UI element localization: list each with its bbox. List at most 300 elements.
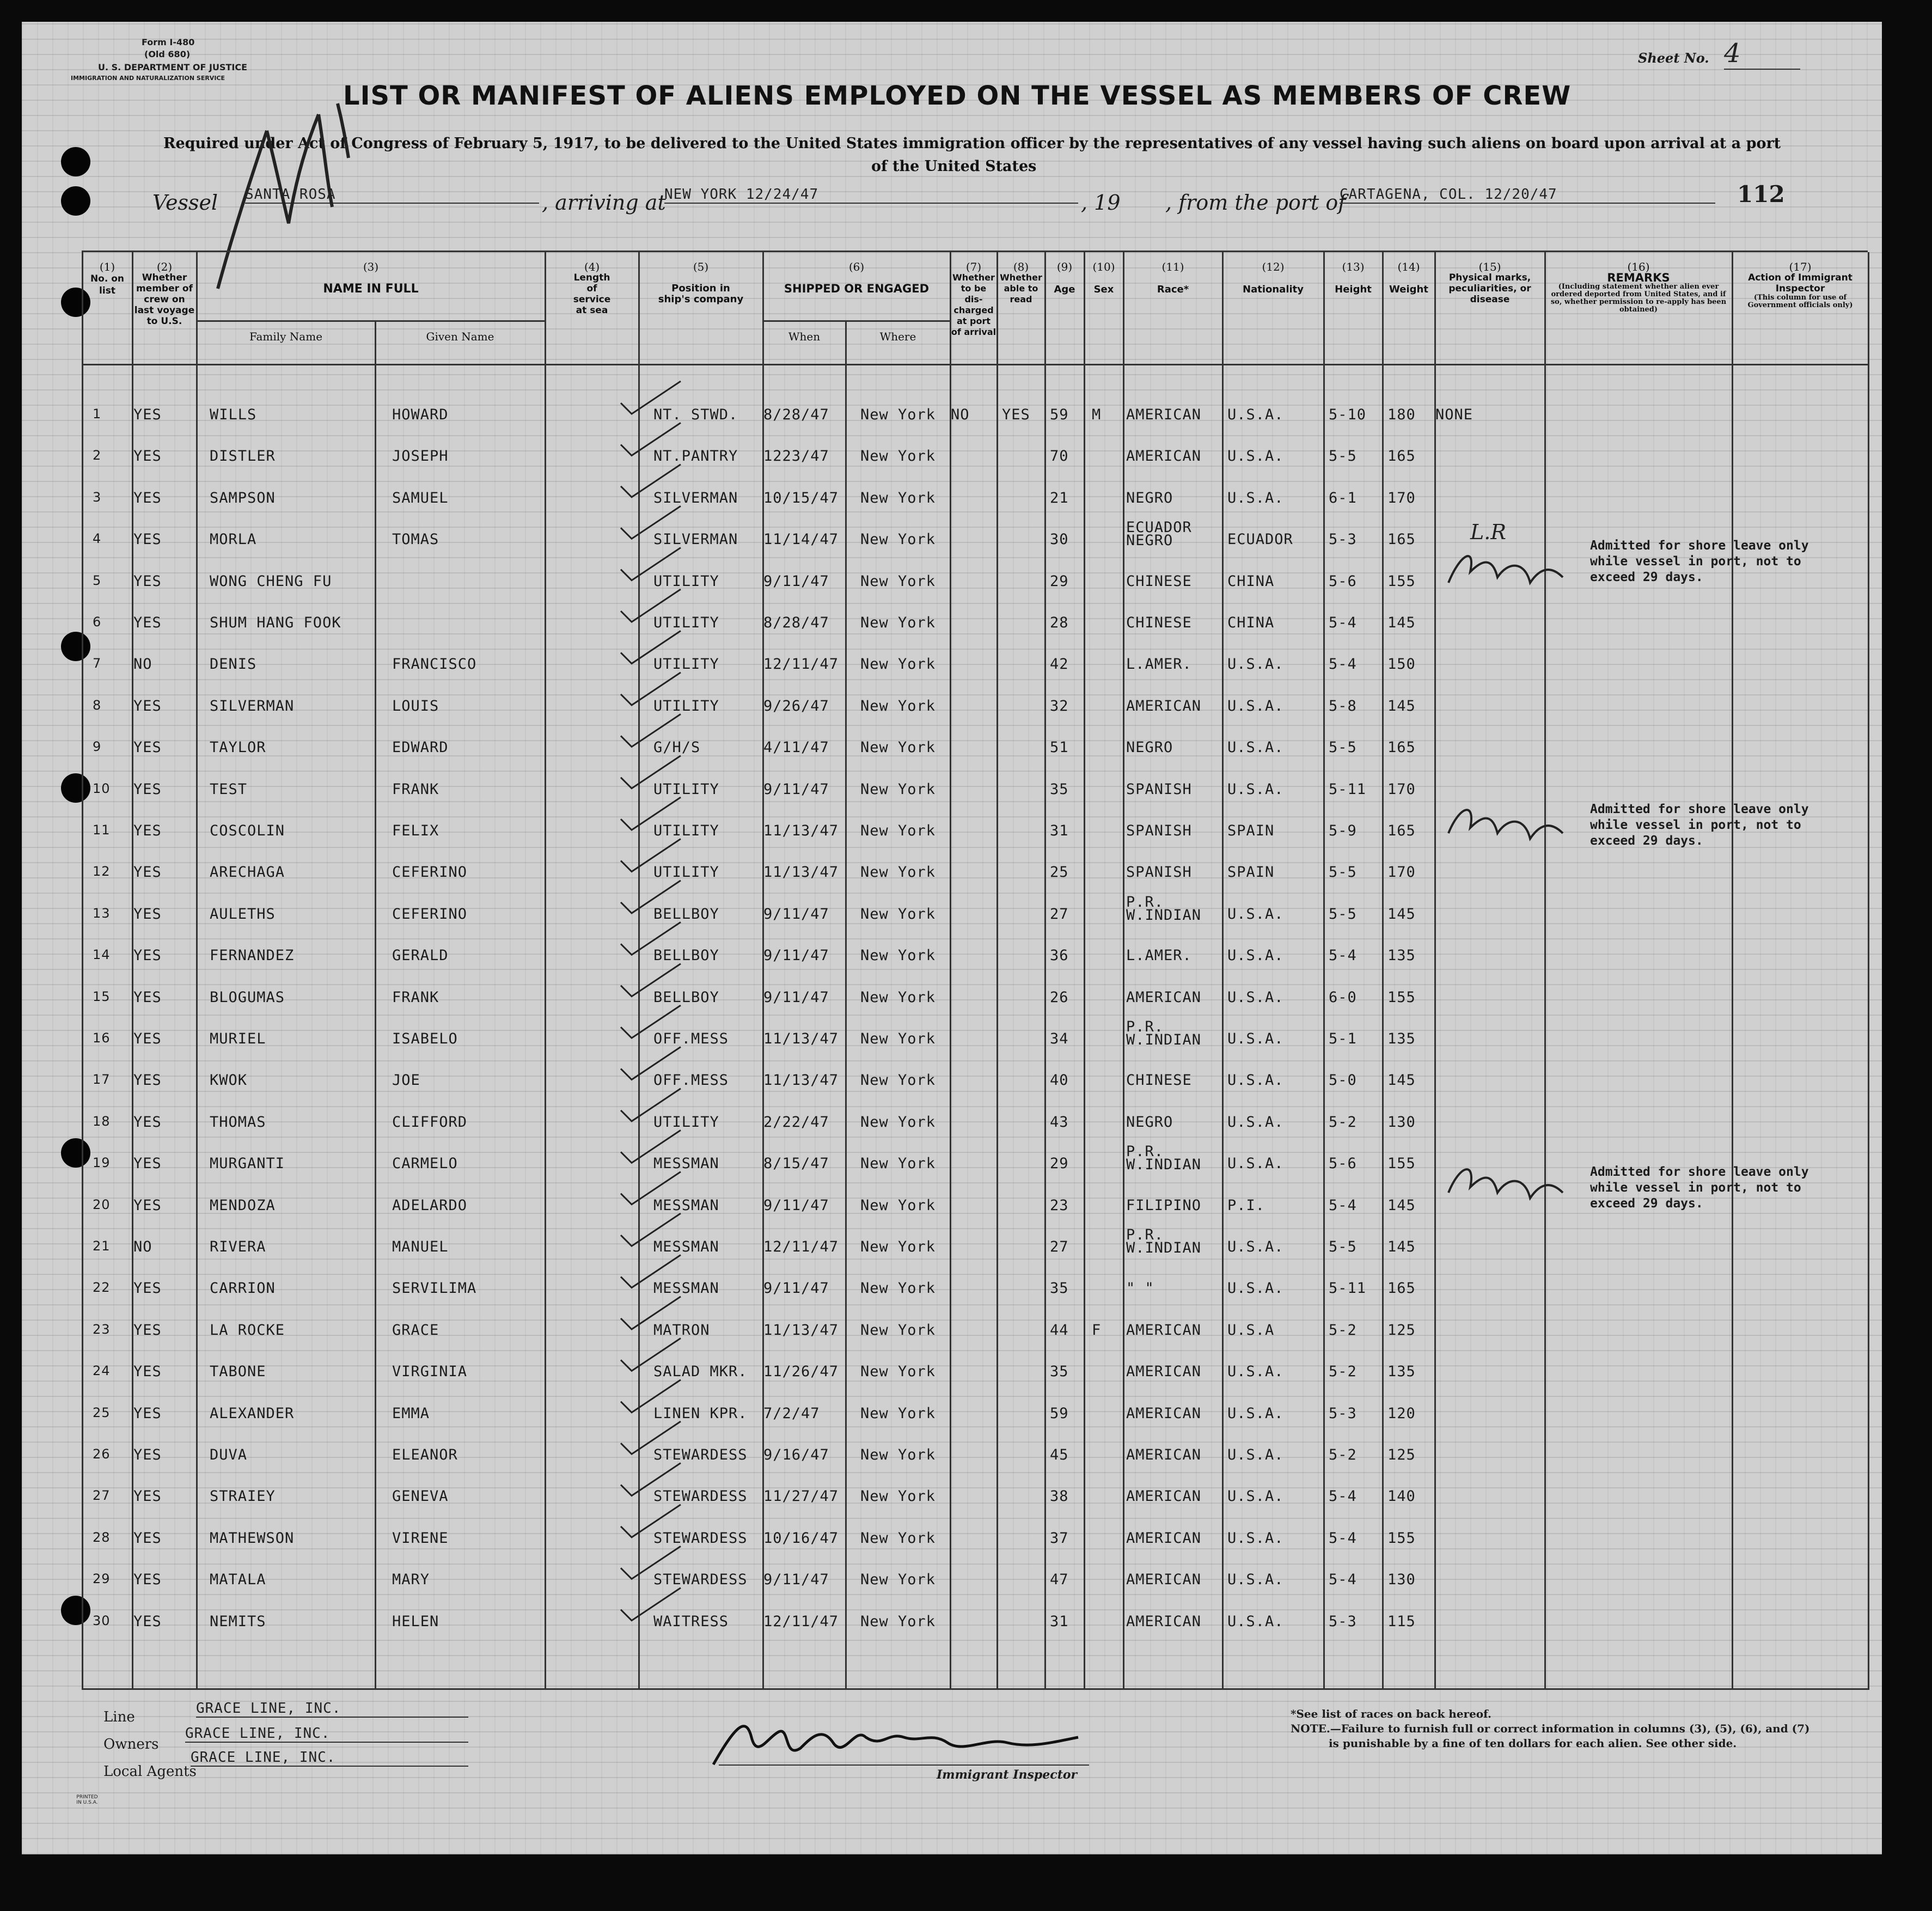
cell-given: GENEVA xyxy=(392,1488,449,1505)
cell-family: DUVA xyxy=(210,1446,248,1463)
cell-height: 5-9 xyxy=(1329,822,1357,839)
cell-race: P.R. W.INDIAN xyxy=(1126,1226,1202,1256)
cell-family: SHUM HANG FOOK xyxy=(210,614,341,631)
cell-given: FRANK xyxy=(392,780,439,798)
table-bottom-rule xyxy=(82,1688,1868,1690)
cell-where: New York xyxy=(860,406,936,423)
cell-when: 11/14/47 xyxy=(763,531,839,548)
cell-no: 24 xyxy=(93,1363,111,1379)
cell-height: 5-5 xyxy=(1329,864,1357,881)
cell-no: 16 xyxy=(93,1030,111,1046)
cell-age: 36 xyxy=(1050,947,1069,964)
cell-race: AMERICAN xyxy=(1126,1529,1202,1547)
cell-where: New York xyxy=(860,1113,936,1131)
cell-where: New York xyxy=(860,988,936,1006)
col-rule xyxy=(1732,252,1733,1690)
cell-nat: U.S.A. xyxy=(1227,697,1284,715)
cell-race: AMERICAN xyxy=(1126,1488,1202,1505)
cell-no: 29 xyxy=(93,1571,111,1587)
cell-when: 9/16/47 xyxy=(763,1446,829,1463)
cell-age: 27 xyxy=(1050,1238,1069,1255)
punch-hole xyxy=(61,186,90,216)
cell-when: 11/13/47 xyxy=(763,1072,839,1089)
cell-nat: U.S.A. xyxy=(1227,1405,1284,1422)
punch-hole xyxy=(61,773,90,803)
cell-height: 5-8 xyxy=(1329,697,1357,715)
cell-no: 14 xyxy=(93,947,111,963)
cell-no: 30 xyxy=(93,1613,111,1628)
cell-weight: 135 xyxy=(1387,947,1416,964)
cell-where: New York xyxy=(860,656,936,673)
cell-race: L.AMER. xyxy=(1126,656,1192,673)
service: IMMIGRATION AND NATURALIZATION SERVICE xyxy=(71,75,225,82)
cell-last: YES xyxy=(133,1446,162,1463)
col-rule xyxy=(545,252,546,1690)
cell-where: New York xyxy=(860,1280,936,1297)
cell-last: YES xyxy=(133,780,162,798)
agents-label: Local Agents xyxy=(103,1763,197,1780)
cell-nat: SPAIN xyxy=(1227,864,1275,881)
cell-family: THOMAS xyxy=(210,1113,266,1131)
cell-age: 59 xyxy=(1050,1405,1069,1422)
required-statement-cont: of the United States xyxy=(871,158,1037,175)
cell-when: 8/15/47 xyxy=(763,1155,829,1173)
cell-when: 4/11/47 xyxy=(763,739,829,756)
cell-height: 5-4 xyxy=(1329,1571,1357,1589)
cell-race: SPANISH xyxy=(1126,864,1192,881)
cell-given: VIRGINIA xyxy=(392,1363,468,1381)
column-header: (14) Weight xyxy=(1389,260,1428,295)
cell-given: ADELARDO xyxy=(392,1196,468,1214)
cell-age: 45 xyxy=(1050,1446,1069,1463)
cell-given: JOSEPH xyxy=(392,448,449,465)
cell-given: FELIX xyxy=(392,822,439,839)
cell-race: CHINESE xyxy=(1126,1072,1192,1089)
cell-race: P.R. W.INDIAN xyxy=(1126,1143,1202,1174)
cell-nat: U.S.A. xyxy=(1227,1072,1284,1089)
cell-where: New York xyxy=(860,1363,936,1381)
column-header: (15) Physical marks, peculiarities, or disease xyxy=(1448,260,1531,305)
cell-weight: 165 xyxy=(1387,822,1416,839)
vessel-name: SANTA ROSA xyxy=(245,186,539,204)
cell-where: New York xyxy=(860,1030,936,1047)
cell-no: 3 xyxy=(93,489,102,505)
agents-value: GRACE LINE, INC. xyxy=(191,1749,468,1767)
cell-weight: 170 xyxy=(1387,780,1416,798)
cell-given: ELEANOR xyxy=(392,1446,458,1463)
cell-nat: U.S.A. xyxy=(1227,1280,1284,1297)
cell-pos: UTILITY xyxy=(653,572,719,590)
cell-nat: U.S.A xyxy=(1227,1321,1275,1339)
column-header: (7) Whether to be dis- charged at port of arrival xyxy=(951,260,996,337)
cell-pos: NT. STWD. xyxy=(653,406,738,423)
cell-where: New York xyxy=(860,531,936,548)
cell-last: YES xyxy=(133,988,162,1006)
cell-last: NO xyxy=(133,656,152,673)
cell-where: New York xyxy=(860,1072,936,1089)
cell-where: New York xyxy=(860,1155,936,1173)
cell-race: CHINESE xyxy=(1126,614,1192,631)
form-old-number: (Old 680) xyxy=(144,49,191,59)
cell-pos: BELLBOY xyxy=(653,947,719,964)
remark-stamp: Admitted for shore leave only while vessel in port, not to exceed 29 days. xyxy=(1590,1165,1809,1211)
cell-given: CEFERINO xyxy=(392,864,468,881)
sub-header: When xyxy=(788,330,821,343)
cell-weight: 130 xyxy=(1387,1113,1416,1131)
cell-no: 6 xyxy=(93,614,102,630)
inspector-initials xyxy=(1438,512,1601,610)
col-rule xyxy=(1044,252,1046,1690)
cell-when: 8/28/47 xyxy=(763,614,829,631)
cell-pos: UTILITY xyxy=(653,697,719,715)
department: U. S. DEPARTMENT OF JUSTICE xyxy=(98,62,248,72)
inspector-initials xyxy=(1438,784,1601,866)
cell-nat: U.S.A. xyxy=(1227,1488,1284,1505)
cell-where: New York xyxy=(860,1405,936,1422)
col-rule xyxy=(845,320,847,1690)
cell-pos: MESSMAN xyxy=(653,1238,719,1255)
from-port-label: , from the port of xyxy=(1165,191,1346,215)
cell-pos: G/H/S xyxy=(653,739,701,756)
cell-age: 29 xyxy=(1050,572,1069,590)
cell-family: CARRION xyxy=(210,1280,276,1297)
cell-last: YES xyxy=(133,947,162,964)
svg-text:L.R: L.R xyxy=(1470,520,1506,544)
cell-weight: 135 xyxy=(1387,1030,1416,1047)
cell-no: 28 xyxy=(93,1529,111,1545)
cell-family: BLOGUMAS xyxy=(210,988,285,1006)
cell-family: TAYLOR xyxy=(210,739,266,756)
cell-age: 42 xyxy=(1050,656,1069,673)
column-header: (12) Nationality xyxy=(1243,260,1304,295)
cell-no: 25 xyxy=(93,1405,111,1420)
cell-family: MENDOZA xyxy=(210,1196,276,1214)
cell-race: " " xyxy=(1126,1280,1154,1297)
header-sub-rule xyxy=(196,320,545,322)
cell-weight: 170 xyxy=(1387,489,1416,506)
punch-hole xyxy=(61,147,90,176)
cell-family: SAMPSON xyxy=(210,489,276,506)
cell-where: New York xyxy=(860,1196,936,1214)
cell-pos: NT.PANTRY xyxy=(653,448,738,465)
inspector-signature-line xyxy=(719,1765,1089,1766)
table-top-rule xyxy=(82,251,1868,252)
cell-age: 43 xyxy=(1050,1113,1069,1131)
arriving-label: , arriving at xyxy=(542,191,666,215)
cell-pos: MESSMAN xyxy=(653,1196,719,1214)
cell-when: 11/13/47 xyxy=(763,822,839,839)
cell-height: 5-2 xyxy=(1329,1446,1357,1463)
cell-age: 51 xyxy=(1050,739,1069,756)
cell-age: 29 xyxy=(1050,1155,1069,1173)
cell-pos: UTILITY xyxy=(653,864,719,881)
cell-when: 9/11/47 xyxy=(763,1571,829,1589)
cell-where: New York xyxy=(860,822,936,839)
manifest-sheet xyxy=(22,22,1882,1854)
cell-no: 11 xyxy=(93,822,111,838)
cell-height: 5-0 xyxy=(1329,1072,1357,1089)
cell-family: MURGANTI xyxy=(210,1155,285,1173)
col-rule xyxy=(132,252,133,1690)
cell-race: AMERICAN xyxy=(1126,1405,1202,1422)
col-rule xyxy=(1544,252,1546,1690)
cell-race: SPANISH xyxy=(1126,822,1192,839)
cell-sex: M xyxy=(1092,406,1102,423)
column-header: (17) Action of Immigrant Inspector (This column for use of Government officials only) xyxy=(1747,260,1853,309)
cell-weight: 145 xyxy=(1387,614,1416,631)
cell-when: 11/13/47 xyxy=(763,864,839,881)
column-header: (6) SHIPPED OR ENGAGED xyxy=(784,260,930,295)
cell-weight: 155 xyxy=(1387,988,1416,1006)
cell-height: 5-1 xyxy=(1329,1030,1357,1047)
column-header: (4) Length of service at sea xyxy=(573,260,611,316)
cell-weight: 155 xyxy=(1387,572,1416,590)
penalty-note: NOTE.—Failure to furnish full or correct information in columns (3), (5), (6), and (7) xyxy=(1291,1722,1810,1735)
cell-height: 5-2 xyxy=(1329,1113,1357,1131)
cell-pos: BELLBOY xyxy=(653,905,719,923)
cell-no: 20 xyxy=(93,1196,111,1212)
cell-where: New York xyxy=(860,697,936,715)
cell-no: 10 xyxy=(93,780,111,796)
cell-age: 30 xyxy=(1050,531,1069,548)
cell-nat: U.S.A. xyxy=(1227,448,1284,465)
cell-age: 28 xyxy=(1050,614,1069,631)
cell-nat: U.S.A. xyxy=(1227,1113,1284,1131)
cell-height: 5-4 xyxy=(1329,1529,1357,1547)
cell-given: EDWARD xyxy=(392,739,449,756)
cell-height: 5-3 xyxy=(1329,1405,1357,1422)
cell-family: COSCOLIN xyxy=(210,822,285,839)
cell-family: MURIEL xyxy=(210,1030,266,1047)
column-header: (8) Whether able to read xyxy=(1000,260,1042,304)
cell-last: YES xyxy=(133,822,162,839)
cell-disch: NO xyxy=(951,406,970,423)
cell-weight: 155 xyxy=(1387,1529,1416,1547)
cell-weight: 115 xyxy=(1387,1613,1416,1630)
cell-last: YES xyxy=(133,1571,162,1589)
cell-given: EMMA xyxy=(392,1405,430,1422)
cell-given: FRANK xyxy=(392,988,439,1006)
cell-nat: U.S.A. xyxy=(1227,1363,1284,1381)
cell-nat: U.S.A. xyxy=(1227,1613,1284,1630)
cell-where: New York xyxy=(860,780,936,798)
vessel-label: Vessel xyxy=(152,191,218,215)
col-rule xyxy=(82,252,83,1690)
cell-last: NO xyxy=(133,1238,152,1255)
cell-given: VIRENE xyxy=(392,1529,449,1547)
cell-when: 12/11/47 xyxy=(763,1613,839,1630)
cell-when: 8/28/47 xyxy=(763,406,829,423)
cell-no: 5 xyxy=(93,572,102,588)
cell-nat: U.S.A. xyxy=(1227,947,1284,964)
cell-race: AMERICAN xyxy=(1126,448,1202,465)
cell-no: 17 xyxy=(93,1072,111,1088)
cell-height: 5-4 xyxy=(1329,947,1357,964)
cell-family: WILLS xyxy=(210,406,257,423)
cell-race: L.AMER. xyxy=(1126,947,1192,964)
cell-no: 12 xyxy=(93,864,111,880)
cell-weight: 155 xyxy=(1387,1155,1416,1173)
cell-pos: UTILITY xyxy=(653,656,719,673)
cell-weight: 145 xyxy=(1387,1196,1416,1214)
cell-no: 8 xyxy=(93,697,102,713)
cell-when: 9/26/47 xyxy=(763,697,829,715)
cell-weight: 180 xyxy=(1387,406,1416,423)
cell-height: 5-2 xyxy=(1329,1363,1357,1381)
page-number: 112 xyxy=(1737,181,1785,207)
col-rule xyxy=(375,320,376,1690)
cell-family: ARECHAGA xyxy=(210,864,285,881)
cell-race: AMERICAN xyxy=(1126,697,1202,715)
cell-no: 21 xyxy=(93,1238,111,1254)
cell-family: DISTLER xyxy=(210,448,276,465)
cell-given: CEFERINO xyxy=(392,905,468,923)
sheet-number: 4 xyxy=(1724,38,1800,70)
cell-nat: U.S.A. xyxy=(1227,656,1284,673)
inspector-label: Immigrant Inspector xyxy=(937,1768,1078,1782)
cell-last: YES xyxy=(133,1196,162,1214)
cell-weight: 140 xyxy=(1387,1488,1416,1505)
cell-when: 10/16/47 xyxy=(763,1529,839,1547)
penalty-note-cont: is punishable by a fine of ten dollars for each alien. See other side. xyxy=(1329,1737,1737,1750)
cell-nat: U.S.A. xyxy=(1227,988,1284,1006)
cell-age: 25 xyxy=(1050,864,1069,881)
punch-hole xyxy=(61,1138,90,1168)
cell-given: SERVILIMA xyxy=(392,1280,477,1297)
cell-height: 5-5 xyxy=(1329,905,1357,923)
cell-when: 1223/47 xyxy=(763,448,829,465)
cell-nat: U.S.A. xyxy=(1227,1030,1284,1047)
col-rule xyxy=(1868,252,1869,1690)
cell-family: TABONE xyxy=(210,1363,266,1381)
cell-when: 9/11/47 xyxy=(763,947,829,964)
sub-header: Family Name xyxy=(249,330,323,343)
cell-weight: 145 xyxy=(1387,697,1416,715)
cell-weight: 150 xyxy=(1387,656,1416,673)
cell-no: 15 xyxy=(93,988,111,1004)
cell-nat: U.S.A. xyxy=(1227,1529,1284,1547)
cell-nat: U.S.A. xyxy=(1227,780,1284,798)
cell-last: YES xyxy=(133,1155,162,1173)
cell-race: AMERICAN xyxy=(1126,406,1202,423)
cell-race: SPANISH xyxy=(1126,780,1192,798)
cell-age: 59 xyxy=(1050,406,1069,423)
cell-family: LA ROCKE xyxy=(210,1321,285,1339)
cell-age: 27 xyxy=(1050,905,1069,923)
cell-marks: NONE xyxy=(1435,406,1474,423)
cell-no: 27 xyxy=(93,1488,111,1504)
cell-pos: WAITRESS xyxy=(653,1613,729,1630)
column-header: (3) NAME IN FULL xyxy=(323,260,419,296)
cell-no: 9 xyxy=(93,739,102,755)
cell-nat: CHINA xyxy=(1227,614,1275,631)
cell-family: ALEXANDER xyxy=(210,1405,295,1422)
cell-race: NEGRO xyxy=(1126,489,1173,506)
page-title: LIST OR MANIFEST OF ALIENS EMPLOYED ON THE VESSEL AS MEMBERS OF CREW xyxy=(343,81,1572,111)
cell-last: YES xyxy=(133,1280,162,1297)
cell-age: 26 xyxy=(1050,988,1069,1006)
cell-given: GRACE xyxy=(392,1321,439,1339)
column-header: (10) Sex xyxy=(1092,260,1115,295)
cell-weight: 145 xyxy=(1387,1238,1416,1255)
cell-family: WONG CHENG FU xyxy=(210,572,332,590)
cell-last: YES xyxy=(133,905,162,923)
cell-nat: U.S.A. xyxy=(1227,1571,1284,1589)
owners-label: Owners xyxy=(103,1736,159,1753)
remark-stamp: Admitted for shore leave only while vessel in port, not to exceed 29 days. xyxy=(1590,802,1809,848)
col-rule xyxy=(1323,252,1325,1690)
cell-pos: LINEN KPR. xyxy=(653,1405,748,1422)
cell-pos: SILVERMAN xyxy=(653,489,738,506)
cell-where: New York xyxy=(860,572,936,590)
cell-age: 35 xyxy=(1050,780,1069,798)
cell-when: 11/26/47 xyxy=(763,1363,839,1381)
cell-pos: OFF.MESS xyxy=(653,1030,729,1047)
cell-race: AMERICAN xyxy=(1126,1321,1202,1339)
cell-family: AULETHS xyxy=(210,905,276,923)
cell-where: New York xyxy=(860,1488,936,1505)
cell-family: KWOK xyxy=(210,1072,248,1089)
cell-race: AMERICAN xyxy=(1126,1571,1202,1589)
cell-where: New York xyxy=(860,1321,936,1339)
cell-when: 2/22/47 xyxy=(763,1113,829,1131)
cell-weight: 135 xyxy=(1387,1363,1416,1381)
cell-pos: UTILITY xyxy=(653,822,719,839)
cell-nat: U.S.A. xyxy=(1227,739,1284,756)
cell-given: TOMAS xyxy=(392,531,439,548)
cell-last: YES xyxy=(133,406,162,423)
cell-race: CHINESE xyxy=(1126,572,1192,590)
cell-height: 5-4 xyxy=(1329,1196,1357,1214)
cell-weight: 170 xyxy=(1387,864,1416,881)
cell-where: New York xyxy=(860,614,936,631)
sheet-label: Sheet No. xyxy=(1638,50,1709,66)
cell-height: 5-10 xyxy=(1329,406,1367,423)
cell-pos: UTILITY xyxy=(653,614,719,631)
cell-given: ISABELO xyxy=(392,1030,458,1047)
cell-where: New York xyxy=(860,1446,936,1463)
cell-height: 5-6 xyxy=(1329,1155,1357,1173)
cell-nat: U.S.A. xyxy=(1227,905,1284,923)
cell-race: NEGRO xyxy=(1126,1113,1173,1131)
owners-value: GRACE LINE, INC. xyxy=(185,1725,468,1743)
cell-height: 5-5 xyxy=(1329,448,1357,465)
cell-pos: MESSMAN xyxy=(653,1155,719,1173)
line-label: Line xyxy=(103,1709,135,1725)
form-number: Form I-480 xyxy=(142,37,195,47)
cell-nat: U.S.A. xyxy=(1227,1238,1284,1255)
cell-height: 6-0 xyxy=(1329,988,1357,1006)
cell-weight: 125 xyxy=(1387,1446,1416,1463)
column-header: (5) Position in ship's company xyxy=(658,260,744,305)
year-label: , 19 xyxy=(1081,191,1121,215)
cell-height: 5-4 xyxy=(1329,1488,1357,1505)
cell-where: New York xyxy=(860,864,936,881)
cell-no: 7 xyxy=(93,656,102,671)
cell-height: 5-11 xyxy=(1329,1280,1367,1297)
cell-last: YES xyxy=(133,1321,162,1339)
inspector-initials xyxy=(1438,1144,1601,1225)
cell-height: 5-11 xyxy=(1329,780,1367,798)
cell-age: 23 xyxy=(1050,1196,1069,1214)
cell-last: YES xyxy=(133,1488,162,1505)
cell-nat: U.S.A. xyxy=(1227,1446,1284,1463)
cell-family: NEMITS xyxy=(210,1613,266,1630)
cell-read: YES xyxy=(1002,406,1030,423)
cell-weight: 165 xyxy=(1387,448,1416,465)
cell-when: 9/11/47 xyxy=(763,905,829,923)
column-header: (9) Age xyxy=(1054,260,1075,295)
